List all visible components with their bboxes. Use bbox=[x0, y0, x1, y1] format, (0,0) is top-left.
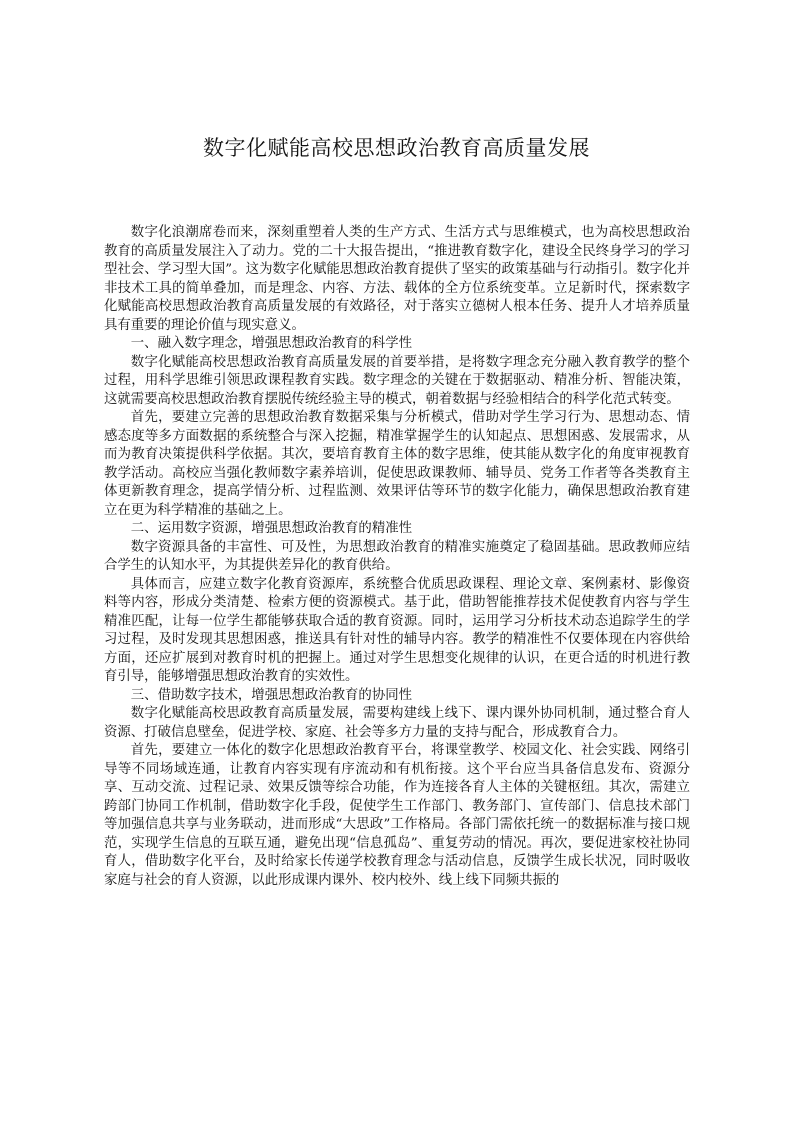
section-heading-3: 三、借助数字技术，增强思想政治教育的协同性 bbox=[130, 687, 412, 703]
document-body bbox=[104, 224, 690, 890]
intro-paragraph: 数字化浪潮席卷而来，深刻重塑着人类的生产方式、生活方式与思维模式，也为高校思想政治教育的高质量发展注入了动力。党的二十大报告提出，“推进教育数字化，建设全民终身学习的学习型社会、学习型大国”。这为数字化赋能思想政治教育提供了坚实的政策基础与行动指引。数字化并非技术工具的简单叠加，而是理念、内容、方法、载体的全方位系统变革。立足新时代，探索数字化赋能高校思想政治教育高质量发展的有效路径，对于落实立德树人根本任务、提升人才培养质量具有重要的理论价值与现实意义。 bbox=[104, 225, 690, 333]
document-title: 数字化赋能高校思想政治教育高质量发展 bbox=[203, 136, 590, 160]
section-1-paragraph-1: 数字化赋能高校思想政治教育高质量发展的首要举措，是将数字理念充分融入教育教学的整个过程，用科学思维引领思政课程教育实践。数字理念的关键在于数据驱动、精准分析、智能决策，这就需要高校思想政治教育摆脱传统经验主导的模式，朝着数据与经验相结合的科学化范式转变。 bbox=[104, 354, 690, 407]
section-1-paragraph-2: 首先，要建立完善的思想政治教育数据采集与分析模式，借助对学生学习行为、思想动态、情感态度等多方面数据的系统整合与深入挖掘，精准掌握学生的认知起点、思想困惑、发展需求，从而为教育决策提供科学依据。其次，要培育教育主体的数字思维，使其能从数字化的角度审视教育教学活动。高校应当强化教师数字素养培训，促使思政课教师、辅导员、党务工作者等各类教育主体更新教育理念，提高学情分析、过程监测、效果评估等环节的数字化能力，确保思想政治教育建立在更为科学精准的基础之上。 bbox=[104, 410, 690, 518]
section-2-paragraph-1: 数字资源具备的丰富性、可及性，为思想政治教育的精准实施奠定了稳固基础。思政教师应结合学生的认知水平，为其提供差异化的教育供给。 bbox=[104, 539, 690, 573]
section-3-paragraph-2: 首先，要建立一体化的数字化思想政治教育平台，将课堂教学、校园文化、社会实践、网络引导等不同场域连通，让教育内容实现有序流动和有机衔接。这个平台应当具备信息发布、资源分享、互动交流、过程记录、效果反馈等综合功能，作为连接各育人主体的关键枢纽。其次，需建立跨部门协同工作机制，借助数字化手段，促使学生工作部门、教务部门、宣传部门、信息技术部门等加强信息共享与业务联动，进而形成“大思政”工作格局。各部门需依托统一的数据标准与接口规范，实现学生信息的互联互通，避免出现“信息孤岛”、重复劳动的情况。再次，要促进家校社协同育人，借助数字化平台，及时给家长传递学校教育理念与活动信息，反馈学生成长状况，同时吸收家庭与社会的育人资源，以此形成课内课外、校内校外、线上线下同频共振的 bbox=[104, 743, 690, 888]
section-heading-1: 一、融入数字理念，增强思想政治教育的科学性 bbox=[130, 336, 412, 351]
section-2-paragraph-2: 具体而言，应建立数字化教育资源库，系统整合优质思政课程、理论文章、案例素材、影像资料等内容，形成分类清楚、检索方便的资源模式。基于此，借助智能推荐技术促使教育内容与学生精准匹配，让每一位学生都能够获取合适的教育资源。同时，运用学习分析技术动态追踪学生的学习过程，及时发现其思想困惑，推送具有针对性的辅导内容。教学的精准性不仅要体现在内容供给方面，还应扩展到对教育时机的把握上。通过对学生思想变化规律的认识，在更合适的时机进行教育引导，能够增强思想政治教育的实效性。 bbox=[104, 576, 690, 684]
section-heading-2: 二、运用数字资源，增强思想政治教育的精准性 bbox=[130, 521, 412, 536]
section-3-paragraph-1: 数字化赋能高校思政教育高质量发展，需要构建线上线下、课内课外协同机制，通过整合育人资源、打破信息壁垒，促进学校、家庭、社会等多方力量的支持与配合，形成教育合力。 bbox=[104, 706, 690, 740]
